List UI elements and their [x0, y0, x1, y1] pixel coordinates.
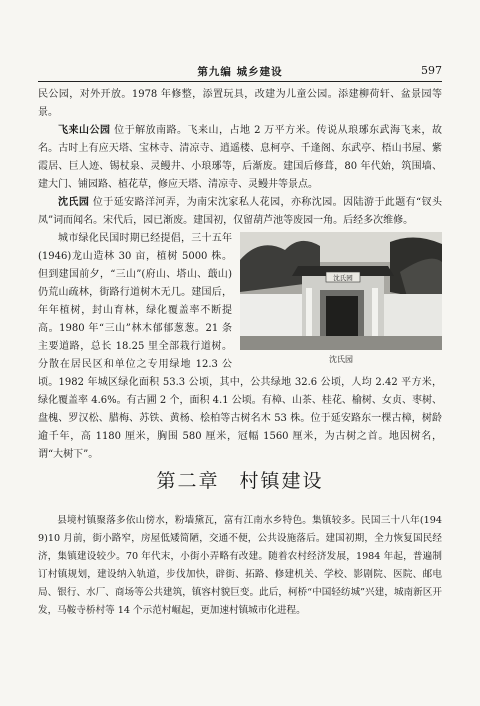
gate-signboard: 沈氏园: [333, 274, 353, 282]
paragraph-urban-greening: 城市绿化民国时期已经提倡，三十五年(1946)龙山造林 30 亩，植树 5000 株。但到建国前夕，“三山”(府山、塔山、蕺山)仍荒山疏林，街路行道树木无几。建国后，年年植树，封山育林，绿化覆盖率不断提高。1980 年“三山”林木郁郁葱葱。21 条主要道路，总长 18.25 里全部栽行道树。分散在居民区和单位之专用绿地 12.3 公顷。1982 年城区绿化面积 53.3 公顷，其中，公共绿地 32.6 公顷，人均 2.42 平方米，绿化覆盖率 4.6%。有古圃 2 个，面积 4.1 公顷。有樟、山茶、桂花、榆树、女贞、枣树、盘槐、罗汉松、腊梅、苏铁、黄杨、桧柏等古树名木 53 株。位于延安路东一棵古樟，树龄逾千年，高 1180 厘米，胸围 580 厘米，冠幅 1560 厘米，为古树之首。地因树名，谓“大树下”。: [38, 233, 442, 460]
paragraph-shenshi-garden: [38, 194, 442, 230]
figure-shenshi-garden: [240, 232, 442, 366]
chapter-heading: [38, 466, 442, 493]
paragraph-feilaishan-park: [38, 122, 442, 194]
section-village-town-construction: [38, 512, 442, 620]
paragraph-feilaishan-text: 位于解放南路。飞来山，占地 2 万平方米。传说从琅琊东武海飞来，故名。古时上有应天塔、宝林寺、清凉寺、逍遥楼、息柯亭、千逢阁、东武亭、梧山书屋、紫霞居、巨人迹、锡杖泉、灵鳗井、小琅琊等，后渐废。建国后修葺，80 年代始，筑围墙、建大门、铺园路、植花草，修应天塔、清凉寺、灵鳗井等景点。: [38, 125, 442, 190]
paragraph-shenshi-text: 位于延安路洋河弄，为南宋沈家私人花园，亦称沈园。因陆游于此题有“钗头凤”词而闻名。宋代后，园已渐废。建国初，仅留葫芦池等废园一角。后经多次维修。: [38, 197, 443, 226]
paragraph-village-town: 县境村镇聚落多依山傍水，粉墙黛瓦，富有江南水乡特色。集镇较多。民国三十八年(1949)10 月前，街小路窄，房屋低矮简陋，交通不便，公共设施落后。建国初期，全力恢复国民经济，集镇建设较少。70 年代末，小街小弄略有改建。随着农村经济发展，1984 年起，普遍制订村镇规划，建设纳入轨道，步伐加快，辟街、拓路、修建机关、学校、影剧院、医院、邮电局、银行、水厂、商场等公共建筑，镇容村貌巨变。此后，柯桥“中国轻纺城”兴建，城南新区开发，马鞍寺桥村等 14 个示范村崛起，更加速村镇城市化进程。: [38, 515, 442, 616]
paragraph-children-park: 民公园，对外开放。1978 年修整，添置玩具，改建为儿童公园。添建柳荷轩、盆景园等景。: [38, 89, 442, 118]
section-parks-greening: [38, 86, 442, 464]
page-number: 597: [421, 64, 442, 77]
figure-caption: 沈氏园: [329, 355, 353, 364]
page-header: [38, 60, 442, 82]
garden-gate-photo: [240, 232, 442, 350]
running-head: 第九编 城乡建设: [197, 66, 283, 78]
term-feilaishan: 飞来山公园: [58, 125, 111, 136]
chapter-title: 村镇建设: [239, 470, 324, 492]
chapter-number: 第二章: [156, 470, 220, 492]
term-shenshi: 沈氏园: [58, 197, 90, 208]
header-rule: [38, 81, 442, 82]
